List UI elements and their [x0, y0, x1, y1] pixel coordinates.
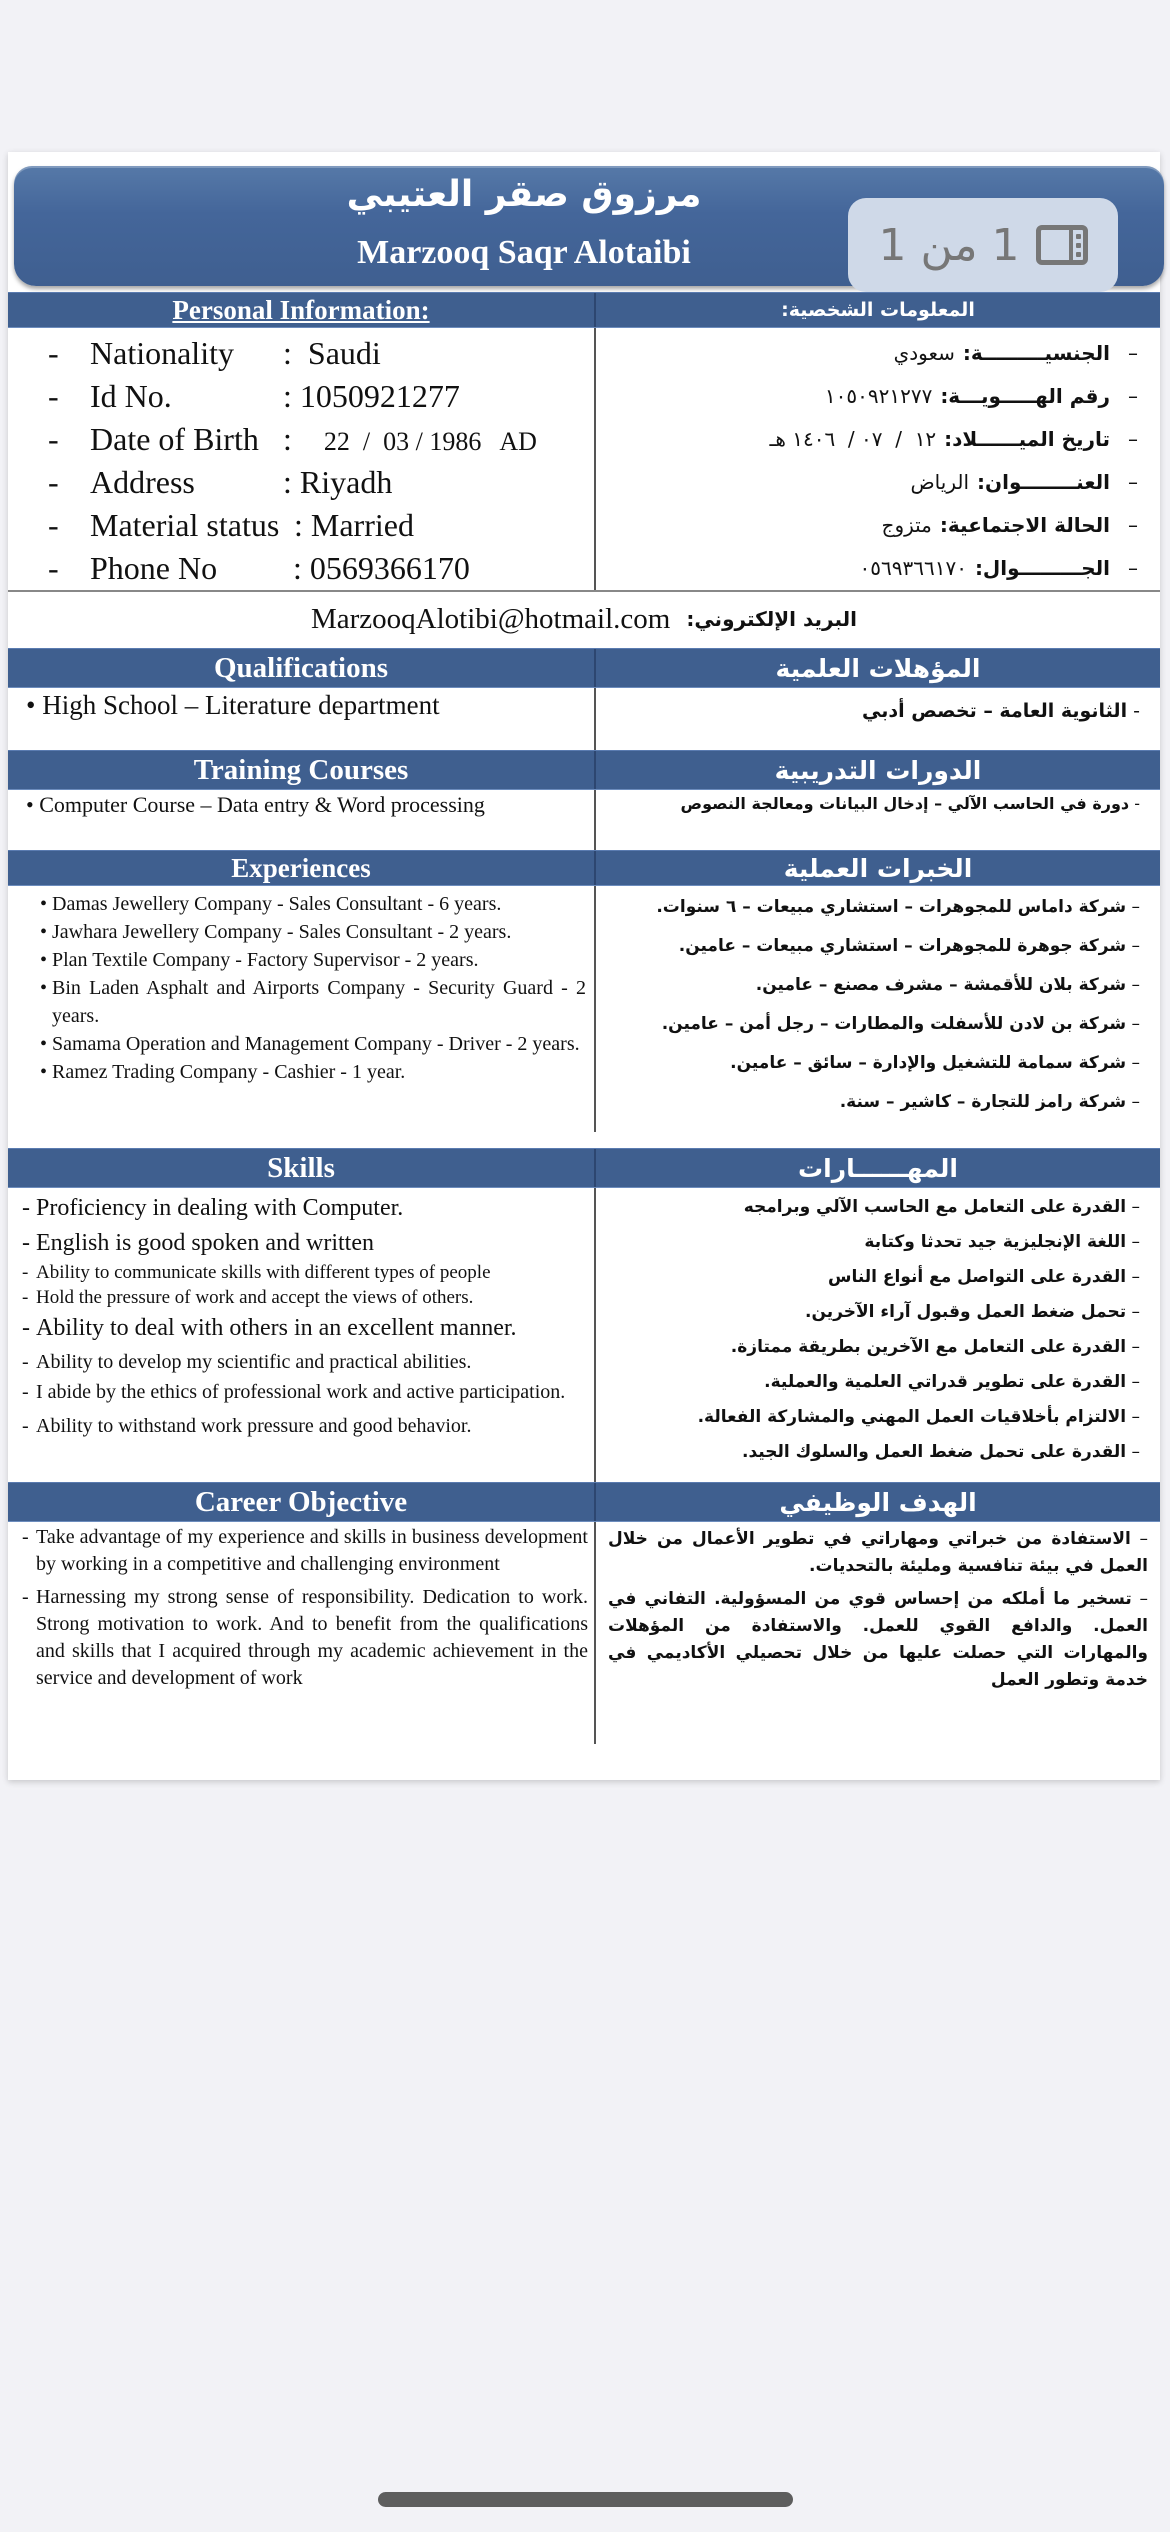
experience-item-en: • Ramez Trading Company - Cashier - 1 year. — [40, 1061, 406, 1083]
info-row-ar: –الجنسيـــــــــة:سعودي — [893, 341, 1138, 365]
experiences-title-en: Experiences — [231, 852, 371, 883]
skill-item-ar: – تحمل ضغط العمل وقبول آراء الآخرين. — [805, 1302, 1140, 1322]
skill-item-ar: – القدرة على التعامل مع الآخرين بطريقة ممتازة. — [730, 1337, 1140, 1357]
skill-item-en: - Proficiency in dealing with Computer. — [22, 1195, 404, 1221]
skill-item-en: - Ability to develop my scientific and practical abilities. — [22, 1351, 472, 1373]
info-row-ar: –الحالة الاجتماعية:متزوج — [881, 513, 1138, 537]
skills-section — [8, 1148, 1160, 1484]
experience-item-ar: – شركة بن لادن للأسفلت والمطارات – رجل أمن – عامين. — [661, 1014, 1140, 1034]
qualification-item-ar: - الثانوية العامة – تخصص أدبي — [862, 700, 1140, 722]
name-arabic: مرزوق صقر العتيبي — [346, 174, 702, 215]
info-row-ar: –الجـــــــــوال:٠٥٦٩٣٦٦١٧٠ — [859, 556, 1138, 580]
training-title-en: Training Courses — [193, 753, 409, 786]
skill-item-en: - Ability to deal with others in an excellent manner. — [22, 1315, 517, 1341]
skill-item-ar: – القدرة على التواصل مع أنواع الناس — [827, 1267, 1140, 1287]
info-row-id: - Id No. : 1050921277 — [48, 378, 460, 414]
training-section — [8, 750, 1160, 850]
objective-item-en: - Harnessing my strong sense of responsibility. Dedication to work. Strong motivation to work. And to benefit from the qualifications and skills that I acquired through my academic achievement in the service and development of work — [22, 1586, 588, 1689]
experience-item-ar: – شركة جوهرة للمجوهرات – استشاري مبيعات – عامين. — [678, 936, 1140, 956]
objective-item-ar: – الاستفادة من خبراتي ومهاراتي في تطوير الأعمال من خلال العمل في بيئة تنافسية ومليئة بالتحديات. — [608, 1529, 1148, 1576]
experience-item-en: • Bin Laden Asphalt and Airports Company - Security Guard - 2 years. — [40, 977, 586, 1027]
personal-info-title-en: Personal Information: — [172, 294, 430, 325]
experience-item-en: • Samama Operation and Management Company - Driver - 2 years. — [40, 1033, 580, 1055]
skill-item-ar: – اللغة الإنجليزية جيد تحدثا وكتابة — [864, 1232, 1140, 1252]
qualifications-title-ar: المؤهلات العلمية — [775, 653, 981, 683]
skills-title-ar: المهــــــارات — [798, 1153, 958, 1183]
info-row-phone: - Phone No : 0569366170 — [48, 550, 470, 586]
skill-item-en: - I abide by the ethics of professional work and active participation. — [22, 1381, 566, 1403]
sidebar-panel-icon — [1036, 225, 1088, 265]
page-count-label: 1 من 1 — [878, 219, 1020, 271]
skill-item-ar: – القدرة على تحمل ضغط العمل والسلوك الجيد. — [742, 1442, 1140, 1462]
experience-item-ar: – شركة سمامة للتشغيل والإدارة – سائق – عامين. — [730, 1053, 1140, 1073]
objective-item-ar: – تسخير ما أملكه من إحساس قوي من المسؤولية. التفاني في العمل. والدافع القوي للعمل. والاستفادة من المؤهلات والمهارات التي حصلت عليها من خلال تحصيلي الأكاديمي في خدمة وتطور العمل — [608, 1589, 1148, 1690]
info-row-nationality: - Nationality : Saudi — [48, 335, 381, 371]
info-row-ar: –تاريخ الميــــــلاد:١٢ / ٠٧ / ١٤٠٦ هـ — [769, 427, 1138, 451]
home-indicator[interactable] — [378, 2492, 793, 2507]
skill-item-ar: – الالتزام بأخلاقيات العمل المهني والمشاركة الفعالة. — [697, 1407, 1140, 1427]
page-indicator[interactable] — [848, 198, 1118, 292]
info-row-ar: –رقم الهـــــويـــة:١٠٥٠٩٢١٢٧٧ — [824, 384, 1138, 408]
personal-info-title-ar: المعلومات الشخصية: — [781, 299, 975, 321]
career-objective-title-en: Career Objective — [194, 1485, 408, 1518]
skill-item-en: - Ability to communicate skills with different types of people — [22, 1262, 491, 1283]
experiences-section — [8, 850, 1160, 1132]
experience-item-ar: – شركة بلان للأقمشة – مشرف مصنع – عامين. — [755, 975, 1140, 995]
skill-item-ar: – القدرة على تطوير قدراتي العلمية والعملية. — [764, 1372, 1140, 1392]
career-objective-title-ar: الهدف الوظيفي — [779, 1487, 977, 1517]
training-title-ar: الدورات التدريبية — [774, 755, 982, 785]
email-row — [8, 590, 1160, 646]
objective-item-en: - Take advantage of my experience and skills in business development by working in a competitive and challenging environment — [22, 1526, 588, 1575]
qualifications-section — [8, 648, 1160, 750]
training-item-ar: - دورة في الحاسب الآلي – إدخال البيانات ومعالجة النصوص — [680, 794, 1140, 813]
career-objective-section — [8, 1482, 1160, 1744]
skill-item-en: - English is good spoken and written — [22, 1230, 374, 1256]
info-row-dob: - Date of Birth : 22 / 03 / 1986 AD — [48, 421, 537, 457]
experience-item-en: • Damas Jewellery Company - Sales Consultant - 6 years. — [40, 893, 502, 915]
email-label: البريد الإلكتروني: — [686, 607, 857, 631]
info-row-address: - Address : Riyadh — [48, 464, 393, 500]
experiences-title-ar: الخبرات العملية — [783, 853, 973, 883]
personal-info-section — [8, 292, 1160, 646]
info-row-marital: - Material status : Married — [48, 507, 414, 543]
info-row-ar: –العنــــــــوان:الرياض — [910, 470, 1138, 494]
training-item-en: • Computer Course – Data entry & Word processing — [8, 790, 596, 850]
skills-title-en: Skills — [267, 1151, 335, 1184]
experience-item-ar: – شركة داماس للمجوهرات – استشاري مبيعات – ٦ سنوات. — [656, 897, 1140, 917]
email-value[interactable]: MarzooqAlotibi@hotmail.com — [310, 602, 671, 635]
qualification-item-en: • High School – Literature department — [8, 688, 596, 750]
skill-item-en: - Hold the pressure of work and accept the views of others. — [22, 1287, 474, 1308]
skill-item-en: - Ability to withstand work pressure and good behavior. — [22, 1415, 472, 1437]
qualifications-title-en: Qualifications — [213, 651, 388, 684]
experience-item-ar: – شركة رامز للتجارة – كاشير – سنة. — [839, 1092, 1140, 1112]
name-english: Marzooq Saqr Alotaibi — [357, 234, 691, 271]
document-page — [8, 152, 1160, 1780]
experience-item-en: • Jawhara Jewellery Company - Sales Consultant - 2 years. — [40, 921, 512, 943]
skill-item-ar: – القدرة على التعامل مع الحاسب الآلي وبرامجه — [743, 1197, 1140, 1217]
experience-item-en: • Plan Textile Company - Factory Supervisor - 2 years. — [40, 949, 479, 971]
